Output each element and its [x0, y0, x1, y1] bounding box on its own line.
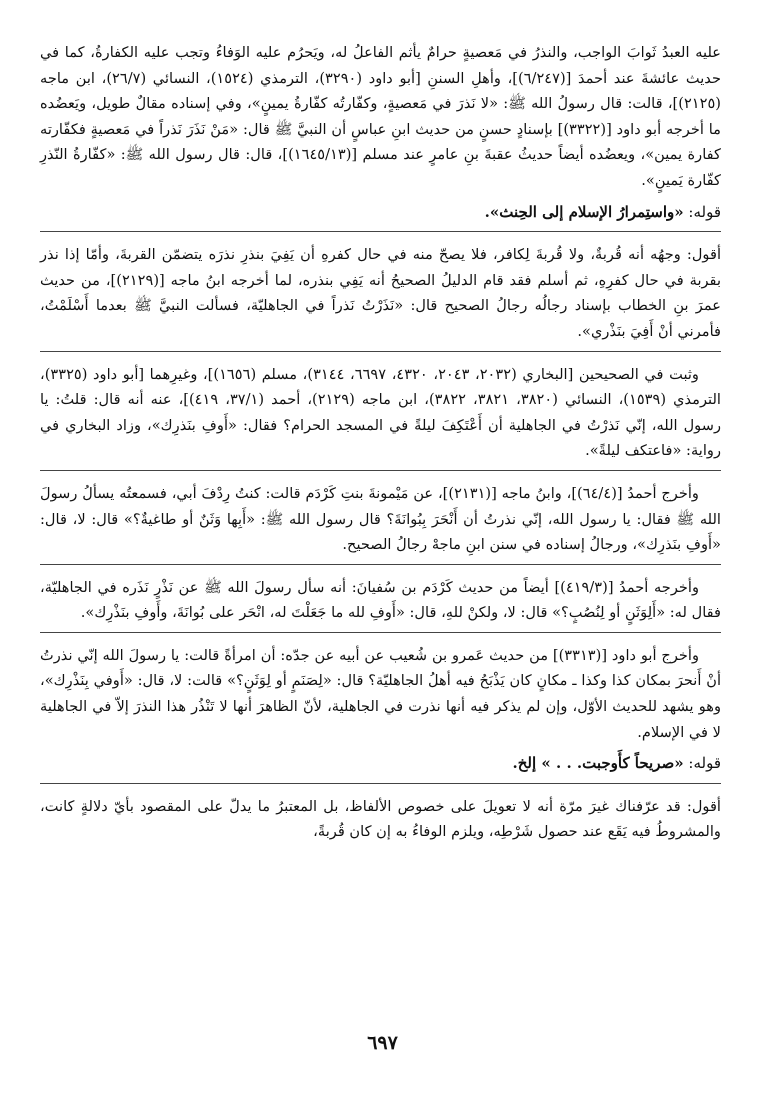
paragraph-vow-in-sin: عليه العبدُ ثَوابَ الواجب، والنذرُ في مَعصيةٍ حرامٌ يأثم الفاعلُ له، ويَحرُم عليه الوَفاءُ وتجب عليه الكفارةُ، كما في حديث عائشةَ عند أحمدَ [(٦/٢٤٧)]، وأهلِ السننِ [أبو داود (٣٢٩٠)، الترمذي (١٥٢٤)، النسائي (٢٦/٧)، ابن ماجه (٢١٢٥)]، قالت: قال رسولُ الله ﷺ: «لا نَذرَ في مَعصيةٍ، وكفّارتُه كفّارةُ يمينٍ»، وفي إسناده مقالٌ طويل، ويَعضُده ما أخرجه أبو داود [(٣٣٢٢)] بإسنادٍ حسنٍ من حديث ابنِ عباسٍ أن النبيَّ ﷺ قال: «مَنْ نَذَرَ نَذراً في مَعصيةٍ فكفّارته كفارة يمين»، ويعضُده أيضاً حديثُ عقبةَ بنِ عامرٍ عند مسلم [(١٦٤٥/١٣)]، قال: قال رسول الله ﷺ: «كفّارةُ النّذرِ كفّارة يَمينٍ». [40, 44, 722, 189]
paragraph-amr-shuayb: وأخرج أبو داود [(٣٣١٣)] من حديث عَمرو بن شُعيب عن أبيه عن جدّه: أن امرأةً قالت: يا رسولَ الله إنّي نذرتُ أنْ أَنحرَ بمكان كذا وكذا ـ مكانٍ كان يَذْبَحُ فيه أهلُ الجاهليّة؟ قال: «لِصَنَمٍ أو لِوَثَنٍ؟» قالت: لا، قال: «أَوفي بِنَذْرِك»، وهو يشهد للحديث الأوّل، وإن لم يذكر فيه أنها نذرت في الجاهلية، لأنّ الظاهرَ أنها لا تَنْذُر هذا النذرَ إلاّ في الجاهلية لا في الإسلام. [40, 646, 721, 741]
section-divider [40, 231, 721, 232]
paragraph-sahihayn-itikaf: وثبت في الصحيحين [البخاري (٢٠٣٢، ٢٠٤٣، ٤٣٢٠، ٦٦٩٧، ٣١٤٤)، مسلم (١٦٥٦)]، وغيرِهما [أبو داود (٣٣٢٥)، الترمذي (١٥٣٩)، النسائي (٣٨٢٠، ٣٨٢١، ٣٨٢٢)، ابن ماجه (٢١٢٩)، أحمد (٣٧/١، ٤١٩)]، عنه أنه قال: قلتُ: يا رسول الله، إنّي نَذرْتُ في الجاهلية أن أَعْتَكِفَ ليلةً في المسجد الحرام؟ فقال: «أَوفِ بنَذرِك»، وزاد البخاري في رواية: «فاعتكف ليلةً». [40, 365, 721, 460]
page-number: ٦٩٧ [367, 1032, 398, 1054]
section-heading-islam-to-hinth [40, 200, 721, 226]
paragraph-kardam-sufyan: وأخرجه أحمدُ [(٤١٩/٣)] أيضاً من حديث كَرْدَم بن سُفيانَ: أنه سأل رسولَ الله ﷺ عن نَذْرٍ نَذَره في الجاهليّة، فقال له: «أَلِوَثَنٍ أو لِنُصُبٍ؟» قال: لا، ولكنْ للهِ، قال: «أَوفِ لله ما جَعَلْتَ له، انْحَر على بُوانَةَ، وأَوفِ بنَذْرِك». [40, 578, 721, 622]
heading-label: قوله: [688, 202, 721, 221]
section-divider [40, 564, 721, 565]
section-divider [40, 783, 721, 784]
paragraph-maymuna-kardam: وأخرج أحمدُ [(٦٤/٤)]، وابنُ ماجه [(٢١٣١)]، عن مَيْمونةَ بنتِ كَرْدَم قالت: كنتُ رِدْفَ أبي، فسمعتُه يسألُ رسولَ الله ﷺ فقال: يا رسول الله، إنّي نذرتُ أن أَنْحَرَ بِبُوانَةَ؟ قال رسول الله ﷺ: «أَبِها وَثَنٌ أو طاغيةٌ؟» قال: لا، قال: «أَوفِ بنَذرِك»، ورجالُ إسناده في سنن ابنِ ماجهْ رجالُ الصحيح. [40, 484, 721, 554]
section-divider [40, 351, 721, 352]
paragraph-aqul-kafir-vow: أقول: وجهُه أنه قُربةٌ، ولا قُربةَ لِكافر، فلا يصحّ منه في حال كفرهِ أن يَفِيَ بنذرِ نذرَه يتضمّن القربةَ، وأمّا إذا نذر بقربة في حال كفرِهِ، ثم أسلم فقد قام الدليلُ الصحيحُ أنه يَفِي بنذره، لما أخرجه ابنُ ماجه [(٢١٢٩)]، من حديث عمرَ بنِ الخطاب بإسناد رجالُه رجالُ الصحيح قال: «نَذَرْتُ نَذراً في الجاهليّة، فسألت النبيَّ ﷺ بعدما أَسْلَمْتُ، فأمرني أنْ أَفِيَ بنَذْري». [40, 246, 722, 340]
heading-quote: «صريحاً كأَوجبت. . . » إلخ. [512, 754, 684, 773]
heading-label: قوله: [688, 754, 721, 773]
section-divider [40, 470, 721, 471]
heading-quote: «واستِمرارُ الإسلام إلى الحِنث». [484, 202, 684, 221]
section-divider [40, 632, 721, 633]
section-heading-sarih [40, 751, 721, 777]
paragraph-aqul-alfaz: أقول: قد عرّفناك غيرَ مرّة أنه لا تعويلَ على خصوص الألفاظ، بل المعتبرُ ما يدلّ على المقصود بأيّ دلالةٍ كانت، والمشروطُ فيه يَقَع عند حصول شَرْطِه، ويلزم الوفاءُ به إن كان قُربةً، [40, 797, 721, 841]
